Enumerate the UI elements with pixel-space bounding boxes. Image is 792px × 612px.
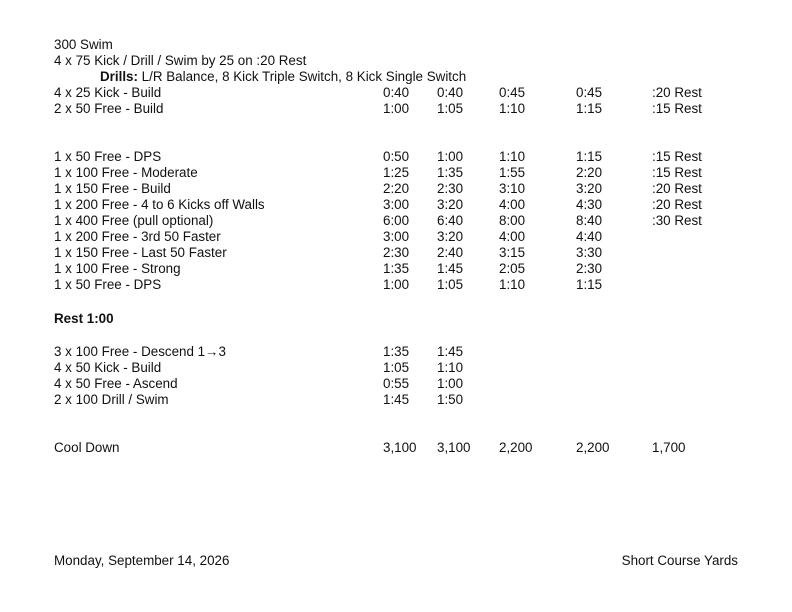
workout-row (0, 392, 792, 408)
header-line-1: 300 Swim (54, 37, 113, 52)
interval-value: 3:20 (437, 197, 464, 212)
interval-value: 1:35 (383, 261, 410, 276)
workout-description: 3 x 100 Free - Descend 1→3 (54, 344, 226, 359)
interval-value: 1:15 (576, 149, 603, 164)
interval-value: 1:25 (383, 165, 410, 180)
workout-description: 1 x 50 Free - DPS (54, 277, 162, 292)
interval-value: 3:00 (383, 197, 410, 212)
interval-value: 1:00 (383, 277, 410, 292)
interval-value: 1:45 (437, 344, 464, 359)
interval-value: 8:40 (576, 213, 603, 228)
rest-label: Rest 1:00 (54, 311, 114, 326)
interval-value: 0:50 (383, 149, 410, 164)
drills-text: L/R Balance, 8 Kick Triple Switch, 8 Kick Single Switch (137, 69, 467, 84)
workout-row (0, 376, 792, 392)
interval-value: 4:00 (499, 229, 526, 244)
cooldown-total: 2,200 (576, 440, 610, 455)
workout-row (0, 245, 792, 261)
workout-description: 1 x 50 Free - DPS (54, 149, 162, 164)
interval-value: 1:45 (437, 261, 464, 276)
interval-value: 0:45 (499, 85, 526, 100)
interval-value: 1:55 (499, 165, 526, 180)
interval-value: 3:20 (437, 229, 464, 244)
workout-description: 2 x 50 Free - Build (54, 101, 164, 116)
workout-row (0, 101, 792, 117)
workout-description: 1 x 150 Free - Last 50 Faster (54, 245, 227, 260)
interval-value: 1:05 (383, 360, 410, 375)
workout-description: 4 x 25 Kick - Build (54, 85, 162, 100)
workout-description: 2 x 100 Drill / Swim (54, 392, 169, 407)
interval-value: 2:05 (499, 261, 526, 276)
cooldown-row (0, 440, 792, 456)
workout-description: 1 x 200 Free - 3rd 50 Faster (54, 229, 221, 244)
interval-value: 0:40 (383, 85, 410, 100)
workout-row (0, 149, 792, 165)
interval-value: :15 Rest (652, 165, 702, 180)
workout-row (0, 181, 792, 197)
workout-row (0, 277, 792, 293)
footer-date: Monday, September 14, 2026 (54, 553, 230, 568)
interval-value: 2:30 (576, 261, 603, 276)
workout-row (0, 85, 792, 101)
interval-value: :20 Rest (652, 197, 702, 212)
interval-value: 1:15 (576, 277, 603, 292)
workout-description: 1 x 150 Free - Build (54, 181, 171, 196)
interval-value: 2:30 (437, 181, 464, 196)
workout-row (0, 360, 792, 376)
interval-value: 1:00 (383, 101, 410, 116)
interval-value: 4:30 (576, 197, 603, 212)
interval-value: 1:05 (437, 101, 464, 116)
interval-value: 1:35 (437, 165, 464, 180)
workout-description: 1 x 400 Free (pull optional) (54, 213, 214, 228)
workout-description: 4 x 50 Free - Ascend (54, 376, 178, 391)
cooldown-total: 1,700 (652, 440, 686, 455)
interval-value: 6:00 (383, 213, 410, 228)
interval-value: 2:40 (437, 245, 464, 260)
cooldown-total: 3,100 (437, 440, 471, 455)
interval-value: 3:20 (576, 181, 603, 196)
footer-course: Short Course Yards (621, 553, 738, 568)
interval-value: 8:00 (499, 213, 526, 228)
interval-value: 1:05 (437, 277, 464, 292)
interval-value: 4:00 (499, 197, 526, 212)
interval-value: :15 Rest (652, 149, 702, 164)
interval-value: :20 Rest (652, 181, 702, 196)
interval-value: 1:15 (576, 101, 603, 116)
interval-value: 1:10 (499, 277, 526, 292)
workout-row (0, 197, 792, 213)
interval-value: 2:20 (383, 181, 410, 196)
cooldown-label: Cool Down (54, 440, 120, 455)
interval-value: 0:55 (383, 376, 410, 391)
header-line-2: 4 x 75 Kick / Drill / Swim by 25 on :20 Rest (54, 53, 307, 68)
interval-value: 6:40 (437, 213, 464, 228)
interval-value: :15 Rest (652, 101, 702, 116)
interval-value: :30 Rest (652, 213, 702, 228)
workout-row (0, 344, 792, 360)
interval-value: 3:00 (383, 229, 410, 244)
interval-value: 1:10 (499, 101, 526, 116)
interval-value: 2:20 (576, 165, 603, 180)
workout-description: 1 x 200 Free - 4 to 6 Kicks off Walls (54, 197, 265, 212)
interval-value: 0:40 (437, 85, 464, 100)
interval-value: 0:45 (576, 85, 603, 100)
workout-description: 1 x 100 Free - Strong (54, 261, 181, 276)
drills-label: Drills: (100, 69, 138, 84)
interval-value: 3:10 (499, 181, 526, 196)
interval-value: 4:40 (576, 229, 603, 244)
workout-description: 4 x 50 Kick - Build (54, 360, 162, 375)
workout-row (0, 213, 792, 229)
interval-value: 1:45 (383, 392, 410, 407)
interval-value: 2:30 (383, 245, 410, 260)
workout-row (0, 229, 792, 245)
cooldown-total: 3,100 (383, 440, 417, 455)
interval-value: 1:00 (437, 376, 464, 391)
interval-value: 1:50 (437, 392, 464, 407)
interval-value: 1:10 (499, 149, 526, 164)
workout-description: 1 x 100 Free - Moderate (54, 165, 198, 180)
interval-value: 1:00 (437, 149, 464, 164)
interval-value: 1:10 (437, 360, 464, 375)
workout-row (0, 165, 792, 181)
interval-value: 3:15 (499, 245, 526, 260)
drills-line (100, 69, 466, 85)
interval-value: :20 Rest (652, 85, 702, 100)
cooldown-total: 2,200 (499, 440, 533, 455)
interval-value: 1:35 (383, 344, 410, 359)
interval-value: 3:30 (576, 245, 603, 260)
workout-row (0, 261, 792, 277)
